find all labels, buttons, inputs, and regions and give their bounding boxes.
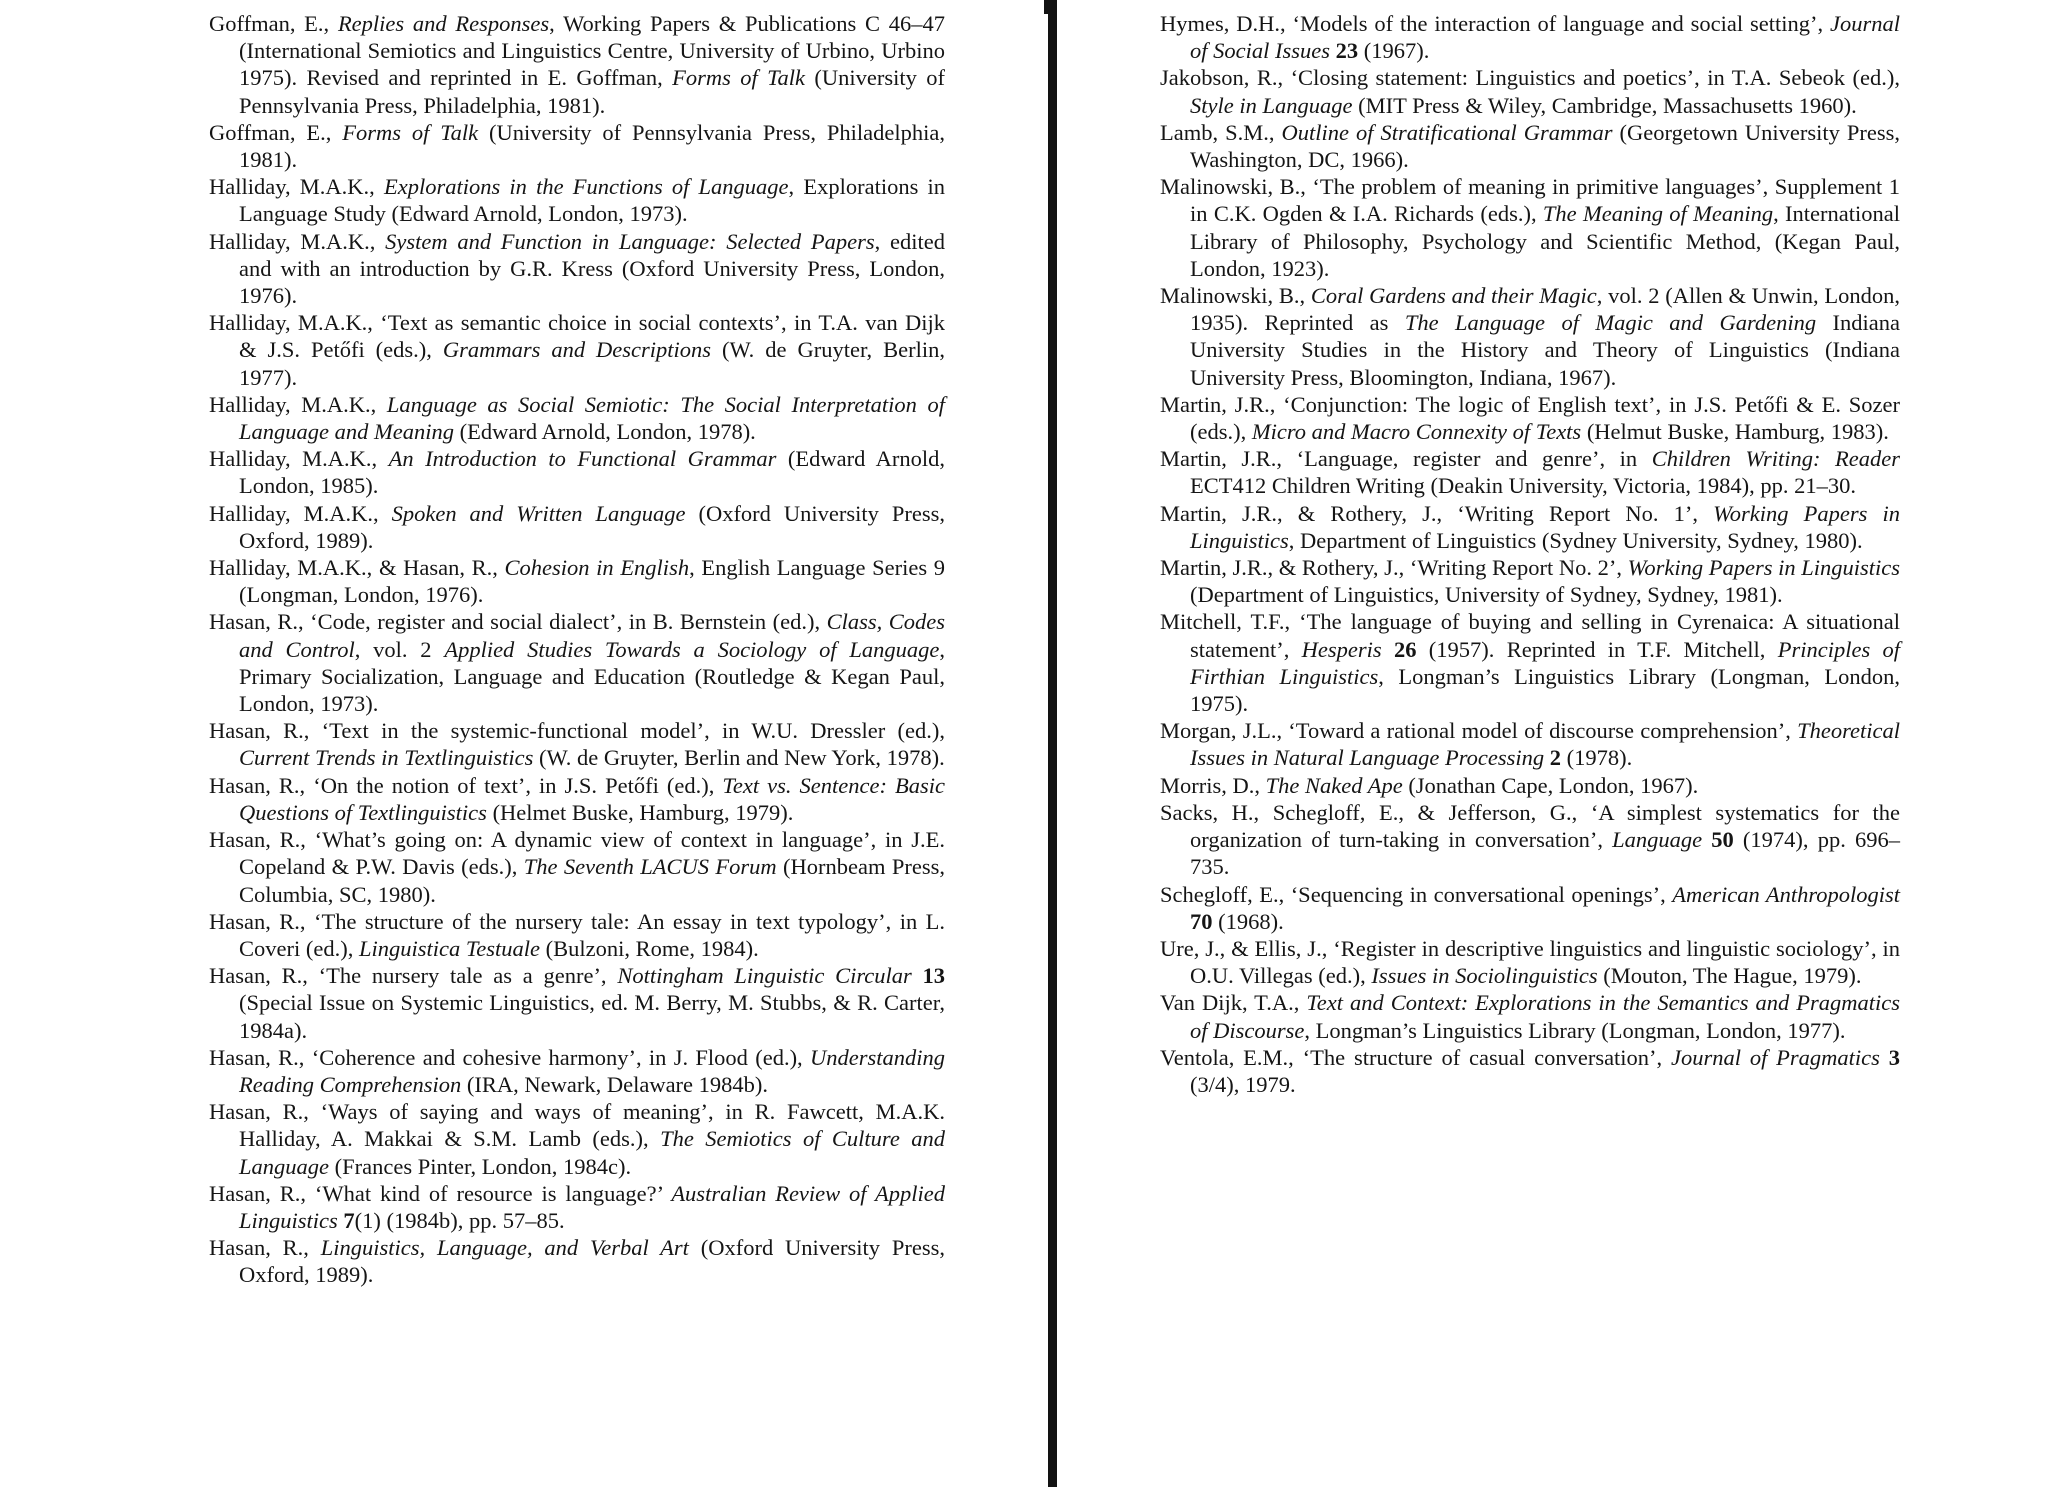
reference-entry — [209, 173, 945, 227]
reference-volume: 7 — [343, 1207, 355, 1233]
reference-title: American Anthropologist — [1672, 881, 1900, 907]
reference-text: , Explorations in Language Study (Edward Arnold, London, 1973). — [239, 174, 945, 227]
reference-text: (Georgetown University Press, Washington, DC, 1966). — [1190, 119, 1900, 173]
right-page-references — [1160, 10, 1900, 1098]
reference-entry — [1160, 1044, 1900, 1098]
reference-entry — [209, 554, 945, 608]
reference-text: , Primary Socialization, Language and Education (Routledge & Kegan Paul, London, 1973). — [239, 636, 945, 717]
reference-text: Schegloff, E., ‘Sequencing in conversational openings’, — [1160, 881, 1673, 907]
reference-title: Working Papers in Linguistics — [1627, 555, 1901, 581]
reference-text: (1978). — [1561, 745, 1633, 771]
reference-text: , Working Papers & Publications C 46–47 (International Semiotics and Linguistics Centre, University of Urbino, Urbino 1975). Revised and reprinted in E. Goffman, — [239, 11, 946, 91]
reference-text: Goffman, E., — [209, 119, 343, 145]
reference-text: Indiana University Studies in the History and Theory of Linguistics (Indiana University Press, Bloomington, Indiana, 1967). — [1190, 310, 1900, 390]
reference-text: Hasan, R., ‘What kind of resource is language?’ — [209, 1180, 672, 1206]
reference-title: Language — [1612, 827, 1703, 853]
reference-title: Current Trends in Textlinguistics — [239, 745, 534, 771]
reference-text: (Oxford University Press, Oxford, 1989). — [239, 1235, 945, 1288]
reference-entry — [209, 772, 945, 826]
reference-title: Australian Review of Applied Linguistics — [239, 1180, 945, 1233]
reference-text: Hasan, R., ‘Text in the systemic-functional model’, in W.U. Dressler (ed.), — [209, 718, 945, 744]
reference-title: System and Function in Language: Selected Papers — [385, 228, 875, 254]
reference-title: Children Writing: Reader — [1651, 446, 1900, 472]
reference-text: (IRA, Newark, Delaware 1984b). — [461, 1071, 769, 1097]
reference-entry — [209, 119, 945, 173]
reference-text: Halliday, M.A.K., — [209, 391, 387, 417]
reference-text: Martin, J.R., ‘Language, register and genre’, in — [1160, 446, 1652, 472]
reference-text: Hasan, R., ‘Code, register and social dialect’, in B. Bernstein (ed.), — [209, 609, 827, 635]
reference-title: Replies and Responses — [337, 11, 550, 36]
reference-title: Text vs. Sentence: Basic Questions of Textlinguistics — [239, 772, 946, 825]
reference-text: Goffman, E., — [209, 11, 338, 36]
reference-text: Jakobson, R., ‘Closing statement: Linguistics and poetics’, in T.A. Sebeok (ed.), — [1160, 65, 1900, 91]
reference-entry — [1160, 10, 1900, 64]
reference-text: Ventola, E.M., ‘The structure of casual conversation’, — [1160, 1044, 1672, 1070]
reference-entry — [1160, 881, 1900, 935]
reference-text: (Department of Linguistics, University of Sydney, Sydney, 1981). — [1190, 582, 1783, 608]
reference-entry — [1160, 173, 1900, 282]
reference-text: Halliday, M.A.K., — [209, 174, 384, 200]
reference-volume: 23 — [1335, 38, 1359, 64]
reference-text: , vol. 2 — [354, 636, 445, 662]
reference-text: Hasan, R., ‘The nursery tale as a genre’, — [209, 963, 618, 989]
reference-title: Working Papers in Linguistics — [1190, 500, 1900, 553]
reference-entry — [1160, 554, 1900, 608]
reference-entry — [1160, 119, 1900, 173]
reference-title: Linguistics, Language, and Verbal Art — [320, 1235, 689, 1261]
reference-title: Forms of Talk — [672, 65, 806, 91]
reference-text: (3/4), 1979. — [1190, 1071, 1296, 1097]
reference-text: , Longman’s Linguistics Library (Longman, London, 1977). — [1304, 1017, 1846, 1043]
reference-entry — [1160, 989, 1900, 1043]
reference-text: (Frances Pinter, London, 1984c). — [329, 1153, 632, 1179]
reference-text: , Longman’s Linguistics Library (Longman, London, 1975). — [1190, 663, 1900, 717]
reference-title: The Meaning of Meaning — [1542, 201, 1774, 227]
reference-text: Hasan, R., ‘The structure of the nursery tale: An essay in text typology’, in L. Coveri (ed.), — [209, 908, 945, 961]
reference-text: Halliday, M.A.K., ‘Text as semantic choice in social contexts’, in T.A. van Dijk & J.S. Petőfi (eds.), — [209, 310, 945, 363]
reference-entry — [209, 908, 945, 962]
reference-title: Issues in Sociolinguistics — [1371, 963, 1598, 989]
reference-entry — [209, 826, 945, 908]
reference-text: (Helmut Buske, Hamburg, 1983). — [1581, 419, 1889, 445]
reference-entry — [209, 500, 945, 554]
reference-entry — [209, 717, 945, 771]
reference-text: (1968). — [1212, 908, 1284, 934]
reference-title: Understanding Reading Comprehension — [239, 1044, 945, 1097]
reference-text: , English Language Series 9 (Longman, London, 1976). — [239, 555, 945, 608]
reference-title: Nottingham Linguistic Circular — [617, 963, 912, 989]
reference-entry — [1160, 282, 1900, 391]
reference-title: Class, Codes and Control — [239, 609, 945, 662]
reference-text — [1382, 637, 1394, 662]
reference-title: Outline of Stratificational Grammar — [1281, 119, 1613, 145]
reference-title: The Seventh LACUS Forum — [523, 854, 777, 880]
reference-text: (Jonathan Cape, London, 1967). — [1402, 772, 1699, 798]
reference-entry — [1160, 500, 1900, 554]
reference-title: Applied Studies Towards a Sociology of Language — [444, 636, 940, 662]
reference-text: (Oxford University Press, Oxford, 1989). — [239, 500, 945, 553]
reference-text: Hasan, R., ‘Ways of saying and ways of meaning’, in R. Fawcett, M.A.K. Halliday, A. Makkai & S.M. Lamb (eds.), — [209, 1099, 945, 1152]
reference-text: (1974), pp. 696–735. — [1190, 827, 1900, 880]
reference-text: Malinowski, B., — [1160, 283, 1311, 309]
reference-text: Halliday, M.A.K., — [209, 500, 392, 526]
reference-text: Martin, J.R., ‘Conjunction: The logic of English text’, in J.S. Petőfi & E. Sozer (eds.), — [1160, 391, 1900, 445]
reference-entry — [209, 445, 945, 499]
reference-text: (1967). — [1358, 38, 1430, 64]
reference-text: Lamb, S.M., — [1160, 119, 1282, 145]
reference-title: Hesperis — [1301, 636, 1382, 662]
reference-title: The Language of Magic and Gardening — [1404, 310, 1817, 336]
reference-volume: 26 — [1393, 636, 1417, 662]
reference-text: (Special Issue on Systemic Linguistics, ed. M. Berry, M. Stubbs, & R. Carter, 1984a). — [239, 990, 945, 1043]
reference-title: Journal of Pragmatics — [1671, 1044, 1880, 1070]
reference-text: (1) (1984b), pp. 57–85. — [354, 1207, 565, 1233]
reference-entry — [1160, 608, 1900, 717]
reference-title: An Introduction to Functional Grammar — [388, 446, 777, 472]
reference-title: Micro and Macro Connexity of Texts — [1251, 419, 1582, 445]
reference-title: Forms of Talk — [342, 119, 479, 145]
reference-entry — [209, 962, 945, 1044]
reference-title: Linguistica Testuale — [358, 935, 541, 961]
reference-text — [1880, 1045, 1889, 1070]
reference-text: (Helmet Buske, Hamburg, 1979). — [486, 799, 794, 825]
reference-title: Cohesion in English — [504, 555, 690, 581]
reference-text: Sacks, H., Schegloff, E., & Jefferson, G., ‘A simplest systematics for the organization of turn-taking in conversation’, — [1160, 799, 1900, 853]
reference-text: (Hornbeam Press, Columbia, SC, 1980). — [239, 854, 945, 907]
reference-text: Hasan, R., ‘On the notion of text’, in J.S. Petőfi (ed.), — [209, 772, 723, 798]
reference-text: (Edward Arnold, London, 1985). — [239, 446, 945, 499]
reference-title: Style in Language — [1190, 92, 1353, 118]
reference-title: Spoken and Written Language — [391, 500, 686, 526]
reference-text: Van Dijk, T.A., — [1160, 990, 1307, 1016]
reference-entry — [209, 309, 945, 391]
reference-text: (1957). Reprinted in T.F. Mitchell, — [1416, 636, 1778, 662]
left-page-references — [209, 10, 945, 1289]
reference-entry — [1160, 772, 1900, 799]
reference-title: Journal of Social Issues — [1190, 11, 1900, 64]
reference-title: Theoretical Issues in Natural Language Processing — [1190, 718, 1900, 771]
reference-text: ECT412 Children Writing (Deakin University, Victoria, 1984), pp. 21–30. — [1190, 473, 1856, 499]
reference-entry — [209, 1180, 945, 1234]
reference-entry — [1160, 799, 1900, 881]
reference-text: Ure, J., & Ellis, J., ‘Register in descriptive linguistics and linguistic sociology’, in O.U. Villegas (ed.), — [1160, 935, 1900, 989]
reference-text: Halliday, M.A.K., & Hasan, R., — [209, 555, 505, 581]
reference-text: Morris, D., — [1160, 772, 1266, 798]
reference-entry — [1160, 717, 1900, 771]
reference-volume: 13 — [922, 963, 945, 989]
reference-text — [1702, 827, 1711, 852]
reference-entry — [209, 10, 945, 119]
reference-title: Text and Context: Explorations in the Semantics and Pragmatics of Discourse — [1190, 990, 1900, 1043]
reference-text: (Bulzoni, Rome, 1984). — [540, 935, 759, 961]
reference-volume: 50 — [1711, 827, 1734, 853]
reference-entry — [1160, 391, 1900, 445]
reference-text: , edited and with an introduction by G.R. Kress (Oxford University Press, London, 1976). — [239, 228, 945, 309]
reference-volume: 70 — [1190, 908, 1213, 934]
reference-text: Hasan, R., ‘What’s going on: A dynamic view of context in language’, in J.E. Copeland & P.W. Davis (eds.), — [209, 827, 945, 880]
reference-entry — [209, 391, 945, 445]
reference-text: , Department of Linguistics (Sydney University, Sydney, 1980). — [1288, 527, 1863, 553]
reference-text: (Mouton, The Hague, 1979). — [1597, 963, 1862, 989]
reference-title: The Semiotics of Culture and Language — [239, 1126, 945, 1179]
reference-text: Hasan, R., ‘Coherence and cohesive harmony’, in J. Flood (ed.), — [209, 1044, 810, 1070]
reference-text: Mitchell, T.F., ‘The language of buying and selling in Cyrenaica: A situational statement’, — [1160, 609, 1900, 662]
reference-entry — [209, 228, 945, 310]
reference-entry — [209, 1234, 945, 1288]
reference-volume: 2 — [1549, 745, 1562, 771]
reference-text: Hasan, R., — [209, 1235, 321, 1261]
reference-title: Explorations in the Functions of Language — [383, 174, 789, 200]
reference-text — [912, 963, 923, 988]
reference-text: (Edward Arnold, London, 1978). — [453, 419, 756, 445]
reference-text: Hymes, D.H., ‘Models of the interaction of language and social setting’, — [1160, 11, 1830, 36]
reference-text: Halliday, M.A.K., — [209, 446, 389, 472]
reference-entry — [209, 1098, 945, 1180]
reference-entry — [1160, 935, 1900, 989]
reference-text: (University of Pennsylvania Press, Philadelphia, 1981). — [239, 65, 945, 118]
reference-text: (MIT Press & Wiley, Cambridge, Massachusetts 1960). — [1352, 92, 1857, 118]
reference-title: Language as Social Semiotic: The Social Interpretation of Language and Meaning — [239, 391, 945, 445]
reference-title: Coral Gardens and their Magic — [1310, 283, 1597, 309]
reference-entry — [209, 1044, 945, 1098]
reference-text: Martin, J.R., & Rothery, J., ‘Writing Report No. 2’, — [1160, 555, 1628, 581]
reference-text: (University of Pennsylvania Press, Philadelphia, 1981). — [239, 119, 945, 173]
reference-text: (W. de Gruyter, Berlin and New York, 1978). — [533, 745, 945, 771]
reference-text: Martin, J.R., & Rothery, J., ‘Writing Report No. 1’, — [1160, 500, 1714, 526]
reference-volume: 3 — [1888, 1044, 1900, 1070]
reference-title: Principles of Firthian Linguistics — [1190, 636, 1901, 689]
reference-entry — [1160, 64, 1900, 118]
reference-text: (W. de Gruyter, Berlin, 1977). — [239, 337, 945, 390]
reference-entry — [209, 608, 945, 717]
reference-text: Halliday, M.A.K., — [209, 228, 386, 254]
reference-text: Morgan, J.L., ‘Toward a rational model of discourse comprehension’, — [1160, 718, 1798, 744]
reference-text: , vol. 2 (Allen & Unwin, London, 1935). Reprinted as — [1190, 283, 1901, 336]
reference-text: Malinowski, B., ‘The problem of meaning in primitive languages’, Supplement 1 in C.K. Ogden & I.A. Richards (eds.), — [1160, 174, 1900, 227]
book-gutter — [1048, 0, 1057, 1487]
reference-entry — [1160, 445, 1900, 499]
reference-text: , International Library of Philosophy, Psychology and Scientific Method, (Kegan Paul, London, 1923). — [1190, 201, 1900, 281]
reference-title: The Naked Ape — [1265, 772, 1403, 798]
reference-title: Grammars and Descriptions — [442, 337, 712, 363]
